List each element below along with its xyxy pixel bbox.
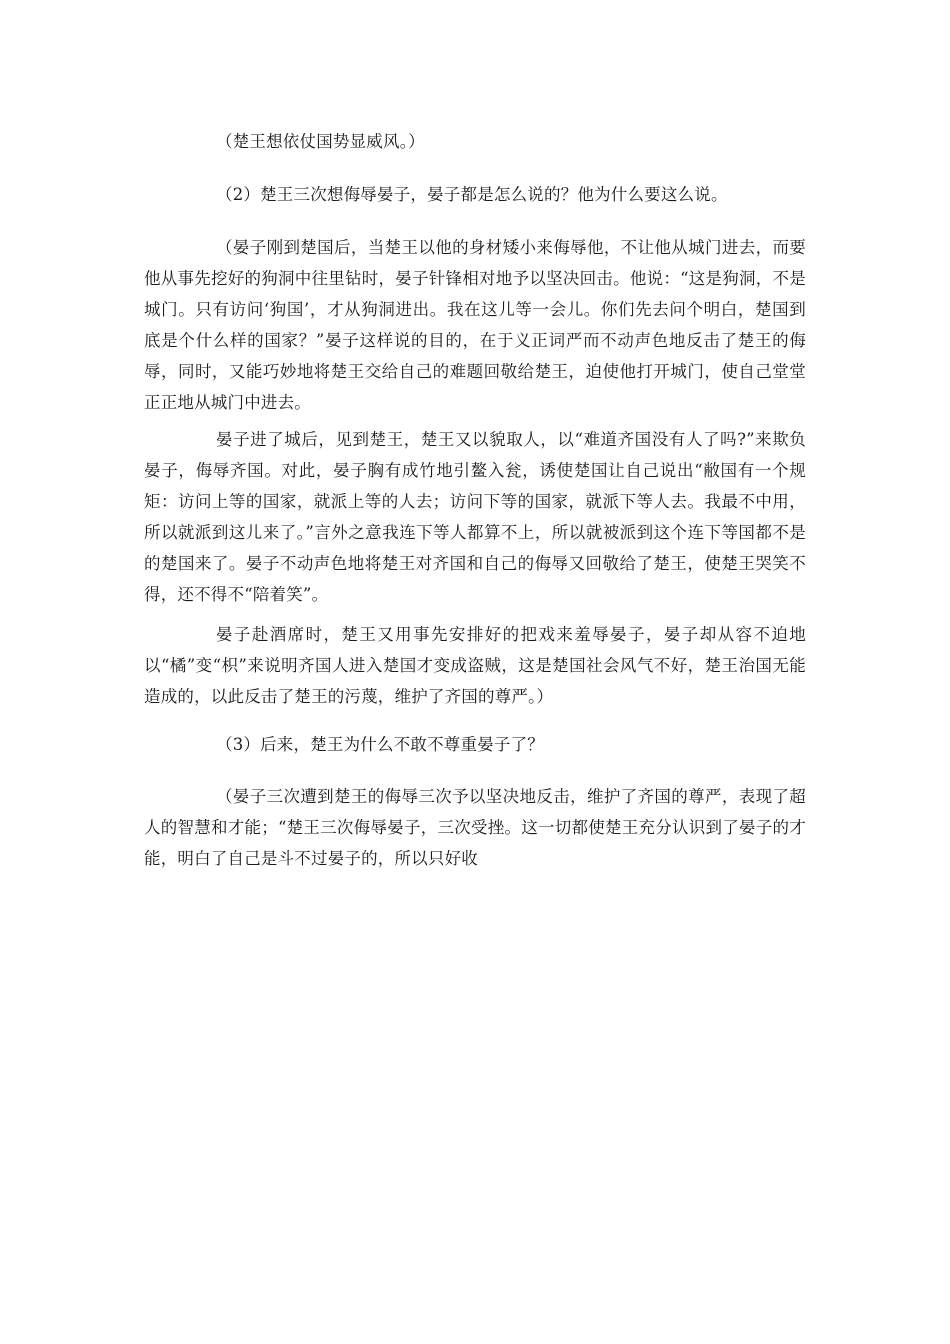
paragraph-answer-2c: 晏子赴酒席时，楚王又用事先安排好的把戏来羞辱晏子，晏子却从容不迫地以“橘”变“枳”来说明齐国人进入楚国才变成盗贼，这是楚国社会风气不好，楚王治国无能造成的，以此反击了楚王的污蔑，维护了齐国的尊严。） [144, 625, 806, 706]
paragraph-answer-2b: 晏子进了城后，见到楚王，楚王又以貌取人，以“难道齐国没有人了吗?”来欺负晏子，侮辱齐国。对此，晏子胸有成竹地引鳌入瓮，诱使楚国让自己说出“敝国有一个规矩：访问上等的国家，就派上等的人去；访问下等的国家，就派下等人去。我最不中用，所以就派到这儿来了。”言外之意我连下等人都算不上，所以就被派到这个连下等国都不是的楚国来了。晏子不动声色地将楚王对齐国和自己的侮辱又回敬给了楚王，使楚王哭笑不得，还不得不“陪着笑”。 [144, 430, 806, 604]
paragraph-answer-3: （晏子三次遭到楚王的侮辱三次予以坚决地反击，维护了齐国的尊严，表现了超人的智慧和才能；“楚王三次侮辱晏子，三次受挫。这一切都使楚王充分认识到了晏子的才能，明白了自己是斗不过晏子的，所以只好收 [144, 787, 806, 868]
paragraph-answer-1: （楚王想依仗国势显威风。） [216, 132, 425, 151]
paragraph-question-3: （3）后来，楚王为什么不敢不尊重晏子了？ [216, 735, 544, 754]
paragraph-question-2: （2）楚王三次想侮辱晏子，晏子都是怎么说的？他为什么要这么说。 [216, 185, 728, 204]
paragraph-answer-2a: （晏子刚到楚国后，当楚王以他的身材矮小来侮辱他，不让他从城门进去，而要他从事先挖好的狗洞中往里钻时，晏子针锋相对地予以坚决回击。他说：“这是狗洞，不是城门。只有访问‘狗国’，才从狗洞进出。我在这儿等一会儿。你们先去问个明白，楚国到底是个什么样的国家？”晏子这样说的目的，在于义正词严而不动声色地反击了楚王的侮辱，同时，又能巧妙地将楚王交给自己的难题回敬给楚王，迫使他打开城门，使自己堂堂正正地从城门中进去。 [144, 238, 806, 412]
